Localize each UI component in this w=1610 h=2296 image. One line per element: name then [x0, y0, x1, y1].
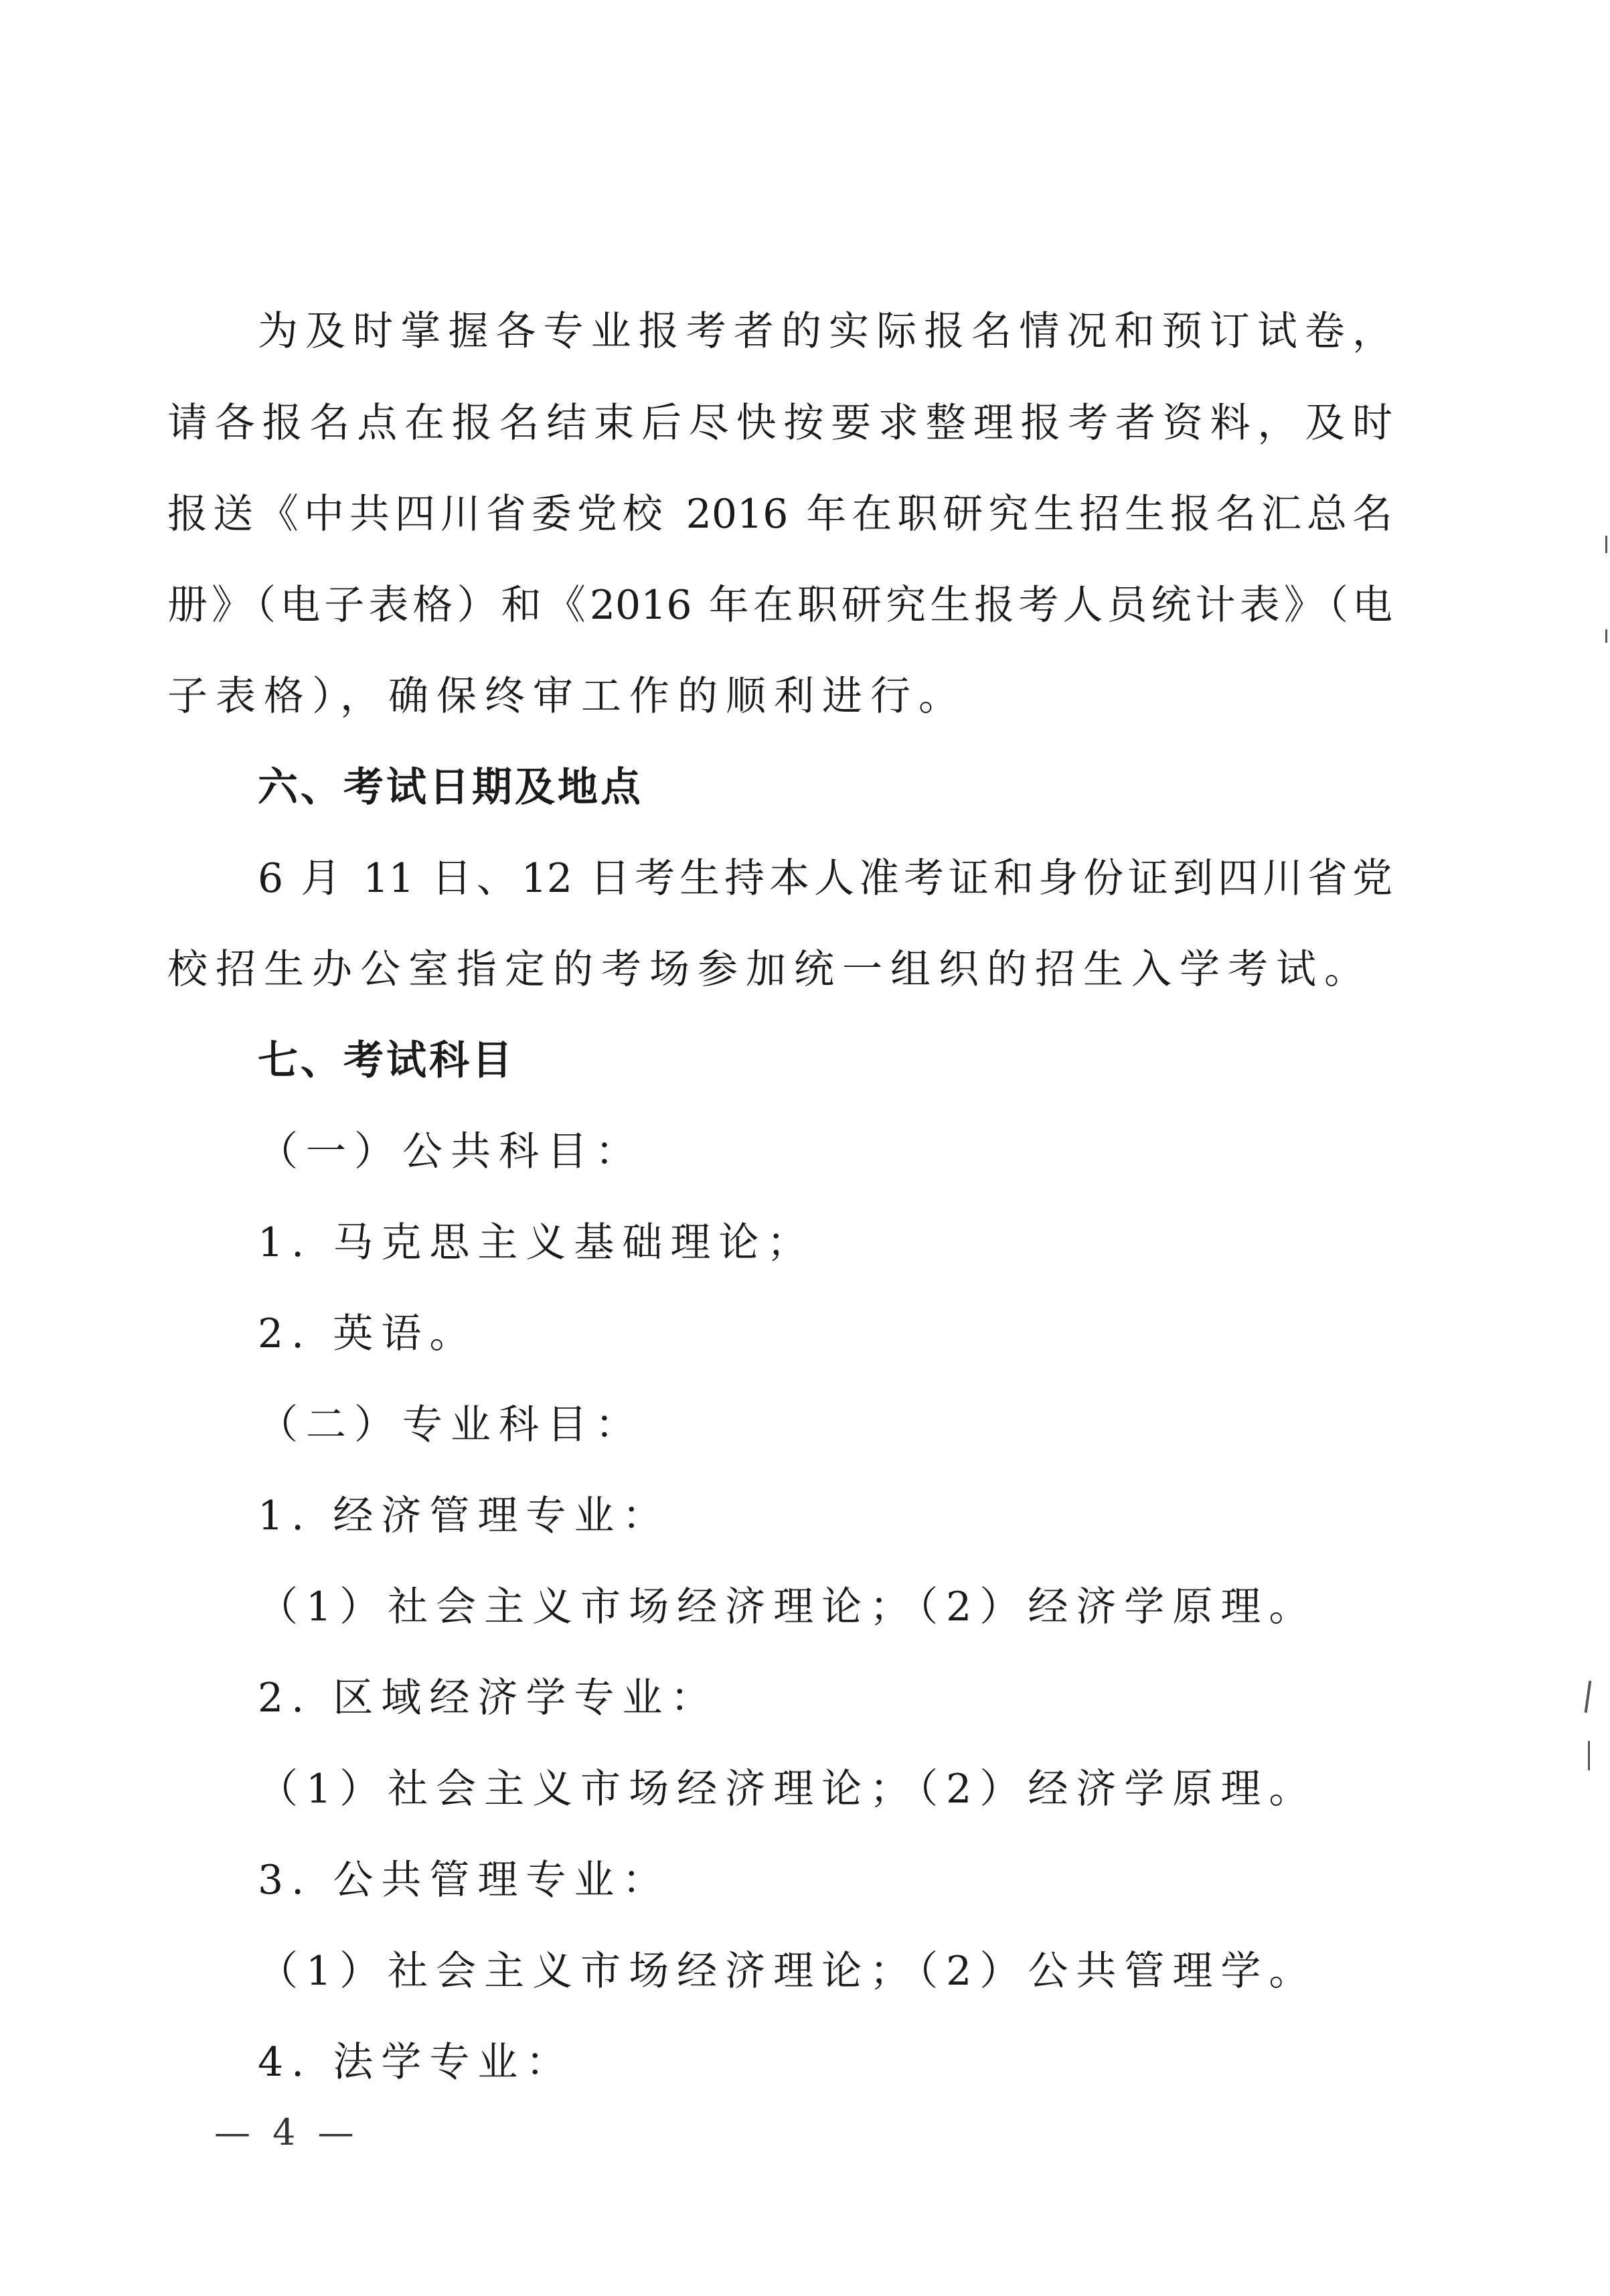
page-number: — 4 —	[214, 2111, 359, 2153]
list-item: （二）专业科目：	[258, 1401, 643, 1448]
scan-mark	[1605, 629, 1607, 643]
list-item: （一）公共科目：	[258, 1128, 643, 1175]
scan-mark	[1605, 536, 1607, 553]
section-heading: 七、考试科目	[258, 1037, 515, 1084]
list-item: 3. 公共管理专业：	[258, 1857, 671, 1904]
list-item: 4. 法学专业：	[258, 2039, 574, 2086]
list-item: 1. 经济管理专业：	[258, 1493, 671, 1539]
section-heading: 六、考试日期及地点	[258, 764, 643, 811]
scan-mark	[1585, 1681, 1592, 1713]
paragraph-line: 册》（电子表格）和《2016 年在职研究生报考人员统计表》（电	[167, 582, 1392, 629]
list-item: 2. 区域经济学专业：	[258, 1675, 719, 1721]
paragraph-line: 为及时掌握各专业报考者的实际报名情况和预订试卷，	[258, 308, 1392, 355]
paragraph-line: 校招生办公室指定的考场参加统一组织的招生入学考试。	[167, 946, 1372, 993]
list-item: （1）社会主义市场经济理论；（2）经济学原理。	[258, 1766, 1317, 1813]
list-item: 1. 马克思主义基础理论；	[258, 1219, 815, 1266]
paragraph-line: 6 月 11 日、12 日考生持本人准考证和身份证到四川省党	[258, 855, 1392, 902]
paragraph-line: 报送《中共四川省委党校 2016 年在职研究生招生报名汇总名	[167, 491, 1392, 538]
list-item: （1）社会主义市场经济理论；（2）经济学原理。	[258, 1584, 1317, 1630]
scan-mark	[1588, 1741, 1590, 1770]
paragraph-line: 请各报名点在报名结束后尽快按要求整理报考者资料，及时	[167, 400, 1392, 447]
paragraph-line: 子表格），确保终审工作的顺利进行。	[167, 673, 967, 720]
list-item: （1）社会主义市场经济理论；（2）公共管理学。	[258, 1948, 1317, 1995]
list-item: 2. 英语。	[258, 1310, 478, 1357]
